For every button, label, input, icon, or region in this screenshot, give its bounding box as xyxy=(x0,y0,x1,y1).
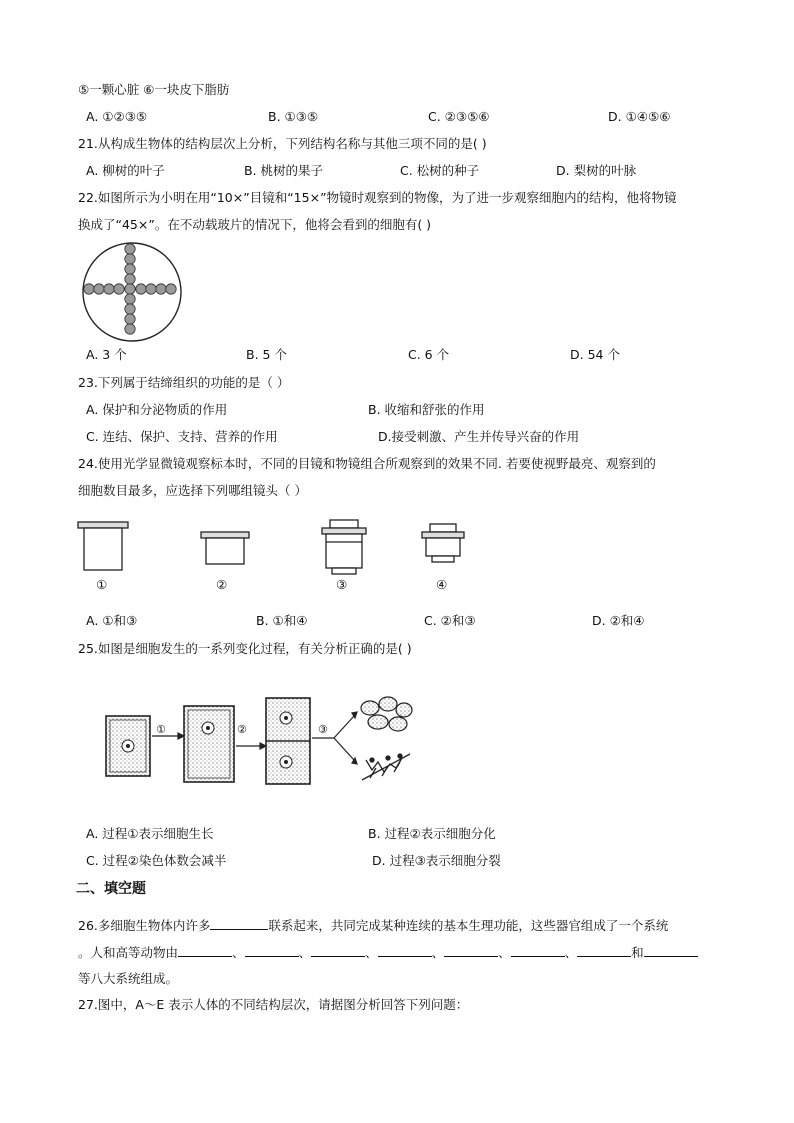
q24-stem-line2: 细胞数目最多，应选择下列哪组镜头（ ） xyxy=(78,483,307,498)
lens-figure xyxy=(74,516,474,578)
q26-line2: 。人和高等动物由 、 、 、 、 、 、 和 xyxy=(78,944,698,961)
q24-option-d[interactable]: D. ②和④ xyxy=(592,613,645,628)
q22-stem-line2: 换成了“45×”。在不动载玻片的情况下，他将会看到的细胞有( ) xyxy=(78,217,432,232)
q25-option-b[interactable]: B. 过程②表示细胞分化 xyxy=(368,826,496,841)
q21-option-c[interactable]: C. 松树的种子 xyxy=(400,163,480,178)
objective-short xyxy=(422,524,464,562)
q23-option-c[interactable]: C. 连结、保护、支持、营养的作用 xyxy=(86,429,278,444)
q24-stem-line1: 24.使用光学显微镜观察标本时，不同的目镜和物镜组合所观察到的效果不同. 若要使视野最亮、观察到的 xyxy=(78,456,656,471)
q24-option-a[interactable]: A. ①和③ xyxy=(86,613,138,628)
q27-stem: 27.图中，A～E 表示人体的不同结构层次，请据图分析回答下列问题： xyxy=(78,997,469,1012)
q23-option-d[interactable]: D.接受刺激、产生并传导兴奋的作用 xyxy=(378,429,580,444)
q26-line1 xyxy=(78,917,668,934)
q26-line3: 等八大系统组成。 xyxy=(78,971,179,986)
q23-option-b[interactable]: B. 收缩和舒张的作用 xyxy=(368,402,485,417)
step-label-3: ③ xyxy=(318,723,328,736)
q20-option-c[interactable]: C. ②③⑤⑥ xyxy=(428,109,490,124)
blank-7[interactable] xyxy=(511,944,565,957)
q21-option-a[interactable]: A. 柳树的叶子 xyxy=(86,163,165,178)
blank-5[interactable] xyxy=(378,944,432,957)
q20-option-b[interactable]: B. ①③⑤ xyxy=(268,109,319,124)
tissue-cluster xyxy=(361,697,412,731)
blank-8[interactable] xyxy=(577,944,631,957)
q23-stem: 23.下列属于结缔组织的功能的是（ ） xyxy=(78,375,290,390)
objective-long xyxy=(322,520,366,574)
q21-stem: 21.从构成生物体的结构层次上分析，下列结构名称与其他三项不同的是( ) xyxy=(78,136,487,151)
cell-process-figure xyxy=(100,694,420,788)
divided-cells xyxy=(266,698,310,784)
q25-option-c[interactable]: C. 过程②染色体数会减半 xyxy=(86,853,227,868)
blank-1[interactable] xyxy=(210,917,268,930)
blank-2[interactable] xyxy=(178,944,232,957)
blank-9[interactable] xyxy=(644,944,698,957)
q20-option-a[interactable]: A. ①②③⑤ xyxy=(86,109,148,124)
lens-label-3: ③ xyxy=(336,577,348,592)
q22-option-d[interactable]: D. 54 个 xyxy=(570,347,620,362)
small-cell xyxy=(106,716,150,776)
grown-cell xyxy=(184,706,234,782)
cells-column xyxy=(125,244,135,334)
q20-continuation: ⑤一颗心脏 ⑥一块皮下脂肪 xyxy=(78,82,230,97)
tissue-branching xyxy=(362,754,410,780)
lens-label-1: ① xyxy=(96,577,108,592)
lens-label-2: ② xyxy=(216,577,228,592)
q26-text-b: 联系起来，共同完成某种连续的基本生理功能，这些器官组成了一个系统 xyxy=(268,918,669,933)
blank-6[interactable] xyxy=(444,944,498,957)
step-label-1: ① xyxy=(156,723,166,736)
step-label-2: ② xyxy=(237,723,247,736)
q25-option-d[interactable]: D. 过程③表示细胞分裂 xyxy=(372,853,501,868)
blank-3[interactable] xyxy=(245,944,299,957)
lens-label-4: ④ xyxy=(436,577,448,592)
arrow-3 xyxy=(312,712,357,764)
q21-option-b[interactable]: B. 桃树的果子 xyxy=(244,163,324,178)
q22-stem-line1: 22.如图所示为小明在用“10×”目镜和“15×”物镜时观察到的物像，为了进一步观察细胞内的结构，他将物镜 xyxy=(78,190,677,205)
q25-option-a[interactable]: A. 过程①表示细胞生长 xyxy=(86,826,214,841)
q23-option-a[interactable]: A. 保护和分泌物质的作用 xyxy=(86,402,228,417)
blank-4[interactable] xyxy=(311,944,365,957)
q24-option-b[interactable]: B. ①和④ xyxy=(256,613,308,628)
q24-option-c[interactable]: C. ②和③ xyxy=(424,613,476,628)
q26-text-c: 。人和高等动物由 xyxy=(78,945,179,960)
q22-option-a[interactable]: A. 3 个 xyxy=(86,347,127,362)
arrow-2 xyxy=(236,743,266,749)
eyepiece-long xyxy=(78,522,128,570)
q22-option-b[interactable]: B. 5 个 xyxy=(246,347,287,362)
q20-option-d[interactable]: D. ①④⑤⑥ xyxy=(608,109,671,124)
q26-text-a: 26.多细胞生物体内许多 xyxy=(78,918,211,933)
eyepiece-short xyxy=(201,532,249,564)
section-title: 二、填空题 xyxy=(76,881,146,897)
microscope-field-figure xyxy=(80,240,184,344)
q25-stem: 25.如图是细胞发生的一系列变化过程，有关分析正确的是( ) xyxy=(78,641,412,656)
q21-option-d[interactable]: D. 梨树的叶脉 xyxy=(556,163,637,178)
q22-option-c[interactable]: C. 6 个 xyxy=(408,347,450,362)
